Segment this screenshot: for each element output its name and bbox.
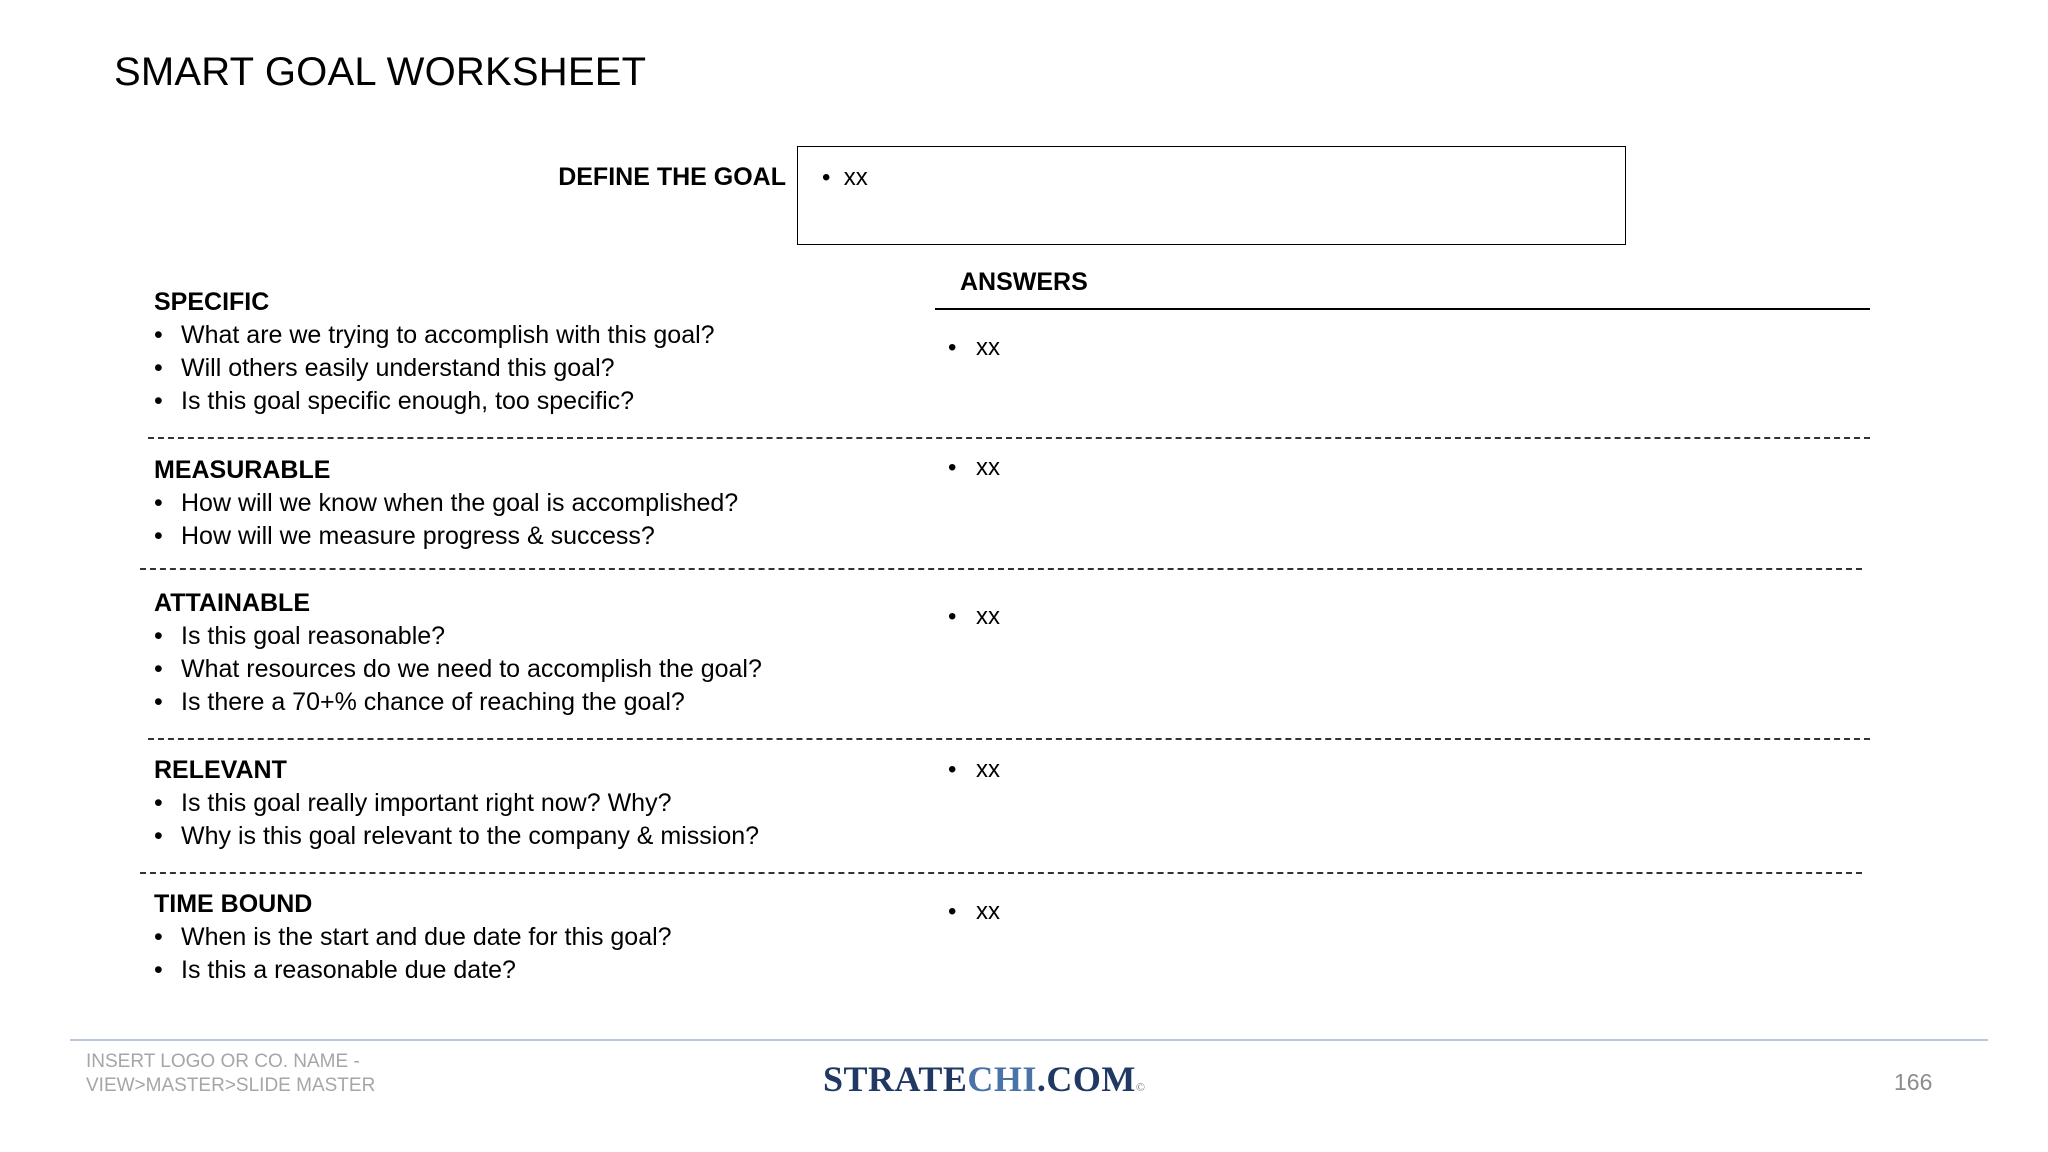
bullet: • [154,387,163,415]
question-item: • How will we know when the goal is accomplished? [154,487,738,520]
section-measurable [154,454,738,553]
answer-relevant[interactable]: • xx [948,756,1000,783]
section-heading: RELEVANT [154,756,287,784]
bullet: • [154,622,163,650]
bullet: • [154,655,163,683]
question-item: • Is this goal specific enough, too specific? [154,385,715,418]
section-heading: ATTAINABLE [154,589,310,617]
section-divider [148,437,1870,439]
section-heading: MEASURABLE [154,456,331,484]
bullet: • [154,822,163,850]
stratechi-logo: STRATECHI.COM© [823,1059,1146,1099]
define-goal-text: xx [843,164,868,191]
section-relevant [154,754,759,853]
section-heading: TIME BOUND [154,890,313,918]
bullet: • [154,923,163,951]
section-heading: SPECIFIC [154,288,270,316]
bullet: • [154,489,163,517]
question-item: • Is this goal really important right now? Why? [154,787,759,820]
question-item: • Is this a reasonable due date? [154,954,672,987]
answer-specific[interactable]: • xx [948,334,1000,361]
question-item: • When is the start and due date for this goal? [154,921,672,954]
question-list [154,787,759,853]
section-time-bound [154,888,672,987]
bullet: • [154,522,163,550]
bullet: • [154,956,163,984]
bullet: • [154,321,163,349]
answers-heading: ANSWERS [960,268,1088,296]
bullet: • [822,164,831,191]
answer-attainable[interactable]: • xx [948,603,1000,630]
question-list [154,319,715,418]
question-list [154,921,672,987]
question-item: • How will we measure progress & success? [154,520,738,553]
question-item: • Is this goal reasonable? [154,620,762,653]
question-list [154,620,762,719]
section-specific [154,286,715,418]
question-item: • What are we trying to accomplish with this goal? [154,319,715,352]
page-number: 166 [1894,1069,1933,1095]
bullet: • [154,354,163,382]
question-item: • Why is this goal relevant to the company & mission? [154,820,759,853]
question-item: • Is there a 70+% chance of reaching the goal? [154,686,762,719]
define-goal-box[interactable] [797,146,1626,245]
define-goal-value [822,164,868,192]
footer-divider [70,1039,1988,1041]
answer-measurable[interactable]: • xx [948,454,1000,481]
question-item: • Will others easily understand this goal? [154,352,715,385]
section-divider [140,872,1862,874]
define-goal-label: DEFINE THE GOAL [558,163,786,191]
answer-time-bound[interactable]: • xx [948,898,1000,925]
page-title: SMART GOAL WORKSHEET [114,50,647,94]
bullet: • [154,789,163,817]
question-list [154,487,738,553]
bullet: • [154,688,163,716]
answers-underline [935,308,1870,310]
section-divider [140,568,1862,570]
section-divider [148,738,1870,740]
section-attainable [154,587,762,719]
footer-company-placeholder: INSERT LOGO OR CO. NAME - VIEW>MASTER>SLIDE MASTER [86,1051,376,1096]
question-item: • What resources do we need to accomplish the goal? [154,653,762,686]
